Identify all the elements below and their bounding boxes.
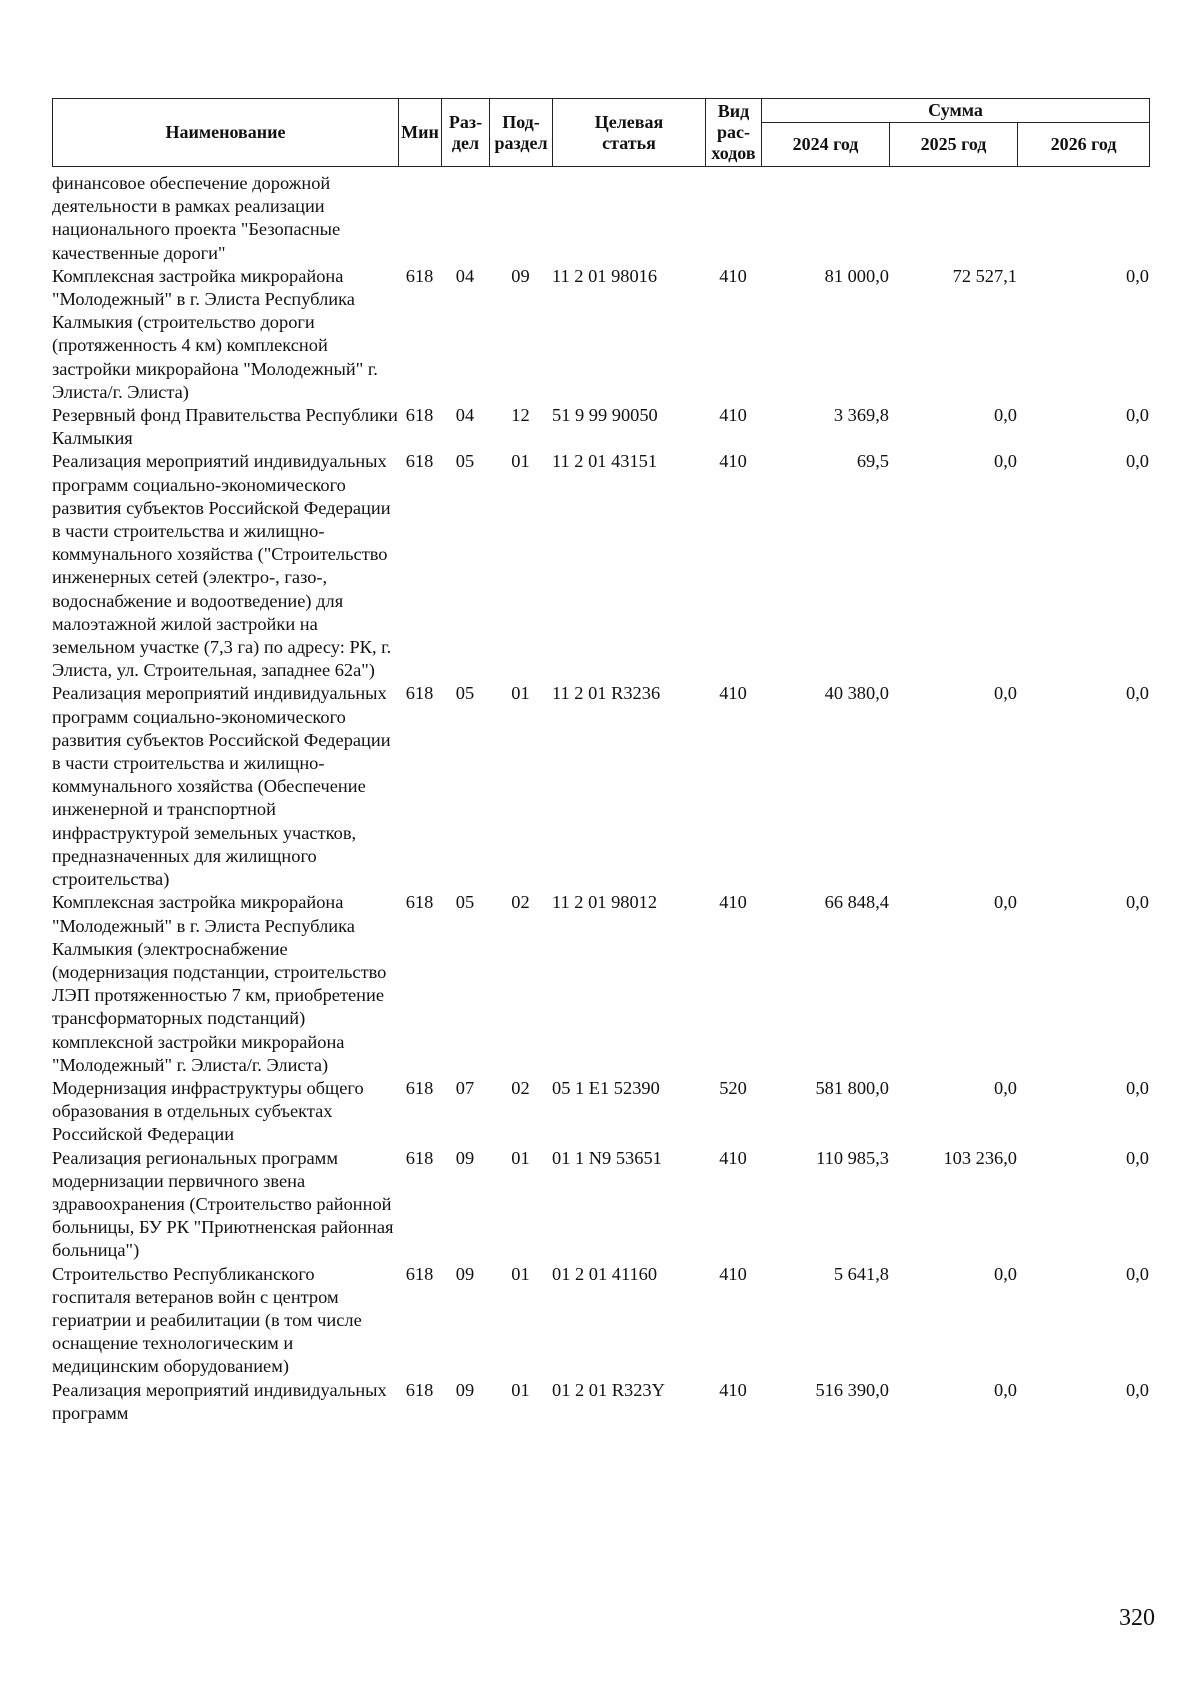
row-sum-2024: 110 985,3 <box>816 1147 889 1168</box>
header-target-line1: Целевая <box>594 111 664 132</box>
row-sum-2025: 0,0 <box>994 683 1017 704</box>
header-2025: 2025 год <box>890 123 1018 167</box>
row-min <box>398 172 441 265</box>
header-vid-line2: рас- <box>717 122 750 142</box>
row-sum-2025: 0,0 <box>994 1379 1017 1400</box>
row-sum-2024: 581 800,0 <box>815 1077 889 1098</box>
row-vid: 410 <box>719 265 747 286</box>
header-sum: Сумма <box>762 99 1150 123</box>
row-target: 11 2 01 43151 <box>552 451 658 472</box>
row-vid <box>705 172 761 265</box>
row-podrazdel: 01 <box>511 683 530 704</box>
header-razdel <box>442 99 490 167</box>
row-sum-2025: 0,0 <box>994 892 1017 913</box>
header-vid-line3: ходов <box>711 143 756 163</box>
row-vid: 410 <box>719 892 747 913</box>
header-2026: 2026 год <box>1018 123 1150 167</box>
header-vid <box>706 99 762 167</box>
header-name: Наименование <box>53 99 399 167</box>
row-target: 05 1 E1 52390 <box>552 1077 660 1098</box>
row-vid: 410 <box>719 1263 747 1284</box>
row-sum-2024: 69,5 <box>856 451 889 472</box>
row-sum-2024: 516 390,0 <box>815 1379 889 1400</box>
header-min: Мин <box>399 99 442 167</box>
row-sum-2025: 0,0 <box>994 1263 1017 1284</box>
row-sum-2025: 0,0 <box>994 1077 1017 1098</box>
page-number: 320 <box>1119 1605 1155 1631</box>
header-podrazdel <box>490 99 553 167</box>
header-target-line2: статья <box>602 132 656 153</box>
row-vid: 410 <box>719 1147 747 1168</box>
row-razdel: 09 <box>455 1379 475 1400</box>
row-sum-2025 <box>889 172 1017 265</box>
table-row <box>52 1077 1149 1147</box>
row-sum-2026: 0,0 <box>1126 265 1149 286</box>
header-target <box>553 99 706 167</box>
row-razdel: 05 <box>455 451 475 472</box>
row-sum-2024: 81 000,0 <box>824 265 889 286</box>
table-row <box>52 265 1149 404</box>
row-name: Реализация региональных программ модернизации первичного звена здравоохранения (Строительство районной больницы, БУ РК "Приютненская районная больница") <box>52 1147 394 1261</box>
table-row <box>52 172 1149 265</box>
row-sum-2024 <box>761 172 889 265</box>
row-razdel: 05 <box>455 892 475 913</box>
table-row <box>52 450 1149 682</box>
table-row <box>52 682 1149 891</box>
row-sum-2026: 0,0 <box>1126 892 1149 913</box>
row-sum-2024: 66 848,4 <box>824 892 889 913</box>
row-min: 618 <box>405 683 434 704</box>
row-sum-2026: 0,0 <box>1126 1263 1149 1284</box>
header-vid-line1: Вид <box>717 101 750 121</box>
row-podrazdel: 01 <box>511 1379 530 1400</box>
row-podrazdel: 09 <box>511 265 530 286</box>
row-target: 51 9 99 90050 <box>552 405 658 426</box>
row-sum-2024: 40 380,0 <box>824 683 889 704</box>
row-target <box>552 172 705 265</box>
table-row <box>52 891 1149 1077</box>
row-name: Модернизация инфраструктуры общего образования в отдельных субъектах Российской Федерации <box>52 1077 364 1145</box>
row-razdel: 04 <box>455 265 475 286</box>
row-sum-2024: 3 369,8 <box>833 405 889 426</box>
header-2024: 2024 год <box>762 123 890 167</box>
row-sum-2026: 0,0 <box>1126 1077 1149 1098</box>
row-min: 618 <box>405 1263 434 1284</box>
row-name: Комплексная застройка микрорайона "Молодежный" в г. Элиста Республика Калмыкия (электроснабжение (модернизация подстанции, строительство ЛЭП протяженностью 7 км, приобретение трансформаторных подстанций) комплексной застройки микрорайона "Молодежный" г. Элиста/г. Элиста) <box>52 892 387 1075</box>
row-vid: 410 <box>719 405 747 426</box>
row-razdel: 09 <box>455 1263 475 1284</box>
row-razdel: 04 <box>455 405 475 426</box>
row-vid: 410 <box>719 1379 747 1400</box>
row-name: Резервный фонд Правительства Республики Калмыкия <box>52 405 398 449</box>
table-row <box>52 1147 1149 1263</box>
row-name: Реализация мероприятий индивидуальных программ <box>52 1379 387 1423</box>
row-razdel <box>441 172 489 265</box>
row-razdel: 05 <box>455 683 475 704</box>
row-min: 618 <box>405 1077 434 1098</box>
row-name: Реализация мероприятий индивидуальных программ социально-экономического развития субъектов Российской Федерации в части строительства и жилищно-коммунального хозяйства (Обеспечение инженерной и транспортной инфраструктурой земельных участков, предназначенных для жилищного строительства) <box>52 683 391 890</box>
row-sum-2026 <box>1017 172 1149 265</box>
row-target: 11 2 01 98016 <box>552 265 658 286</box>
row-target: 11 2 01 98012 <box>552 892 658 913</box>
row-name: финансовое обеспечение дорожной деятельности в рамках реализации национального проекта "Безопасные качественные дороги" <box>52 173 341 263</box>
row-podrazdel <box>489 172 552 265</box>
table-row <box>52 1379 1149 1425</box>
row-podrazdel: 01 <box>511 1263 530 1284</box>
row-sum-2025: 0,0 <box>994 451 1017 472</box>
row-podrazdel: 12 <box>511 405 530 426</box>
row-vid: 410 <box>719 451 747 472</box>
row-min: 618 <box>405 405 434 426</box>
row-target: 11 2 01 R3236 <box>552 683 661 704</box>
header-podrazdel-line1: Под- <box>502 111 540 132</box>
row-razdel: 09 <box>455 1147 475 1168</box>
row-sum-2024: 5 641,8 <box>833 1263 889 1284</box>
row-name: Строительство Республиканского госпиталя ветеранов войн с центром гериатрии и реабилитации (в том числе оснащение технологическим и медицинским оборудованием) <box>52 1263 362 1377</box>
row-sum-2025: 103 236,0 <box>943 1147 1017 1168</box>
table-row <box>52 1263 1149 1379</box>
row-sum-2026: 0,0 <box>1126 1379 1149 1400</box>
row-name: Реализация мероприятий индивидуальных программ социально-экономического развития субъектов Российской Федерации в части строительства и жилищно-коммунального хозяйства ("Строительство инженерных сетей (электро-, газо-, водоснабжение и водоотведение) для малоэтажной жилой застройки на земельном участке (7,3 га) по адресу: РК, г. Элиста, ул. Строительная, западнее 62а") <box>52 451 392 681</box>
row-sum-2026: 0,0 <box>1126 451 1149 472</box>
budget-table <box>52 172 1149 1425</box>
row-target: 01 1 N9 53651 <box>552 1147 662 1168</box>
table-row <box>52 404 1149 450</box>
header-razdel-line2: дел <box>451 132 480 153</box>
header-podrazdel-line2: раздел <box>494 132 548 153</box>
row-razdel: 07 <box>455 1077 475 1098</box>
row-sum-2026: 0,0 <box>1126 405 1149 426</box>
row-min: 618 <box>405 451 434 472</box>
row-target: 01 2 01 41160 <box>552 1263 658 1284</box>
row-sum-2026: 0,0 <box>1126 683 1149 704</box>
row-sum-2026: 0,0 <box>1126 1147 1149 1168</box>
row-vid: 410 <box>719 683 747 704</box>
row-min: 618 <box>405 1379 434 1400</box>
row-podrazdel: 01 <box>511 1147 530 1168</box>
row-min: 618 <box>405 1147 434 1168</box>
row-podrazdel: 02 <box>511 1077 530 1098</box>
row-min: 618 <box>405 265 434 286</box>
header-razdel-line1: Раз- <box>448 111 483 132</box>
row-sum-2025: 72 527,1 <box>952 265 1017 286</box>
row-target: 01 2 01 R323Y <box>552 1379 665 1400</box>
row-vid: 520 <box>719 1077 747 1098</box>
row-name: Комплексная застройка микрорайона "Молодежный" в г. Элиста Республика Калмыкия (строительство дороги (протяженность 4 км) комплексной застройки микрорайона "Молодежный" г. Элиста/г. Элиста) <box>52 265 378 402</box>
row-podrazdel: 02 <box>511 892 530 913</box>
row-sum-2025: 0,0 <box>994 405 1017 426</box>
table-header <box>52 98 1150 167</box>
row-podrazdel: 01 <box>511 451 530 472</box>
row-min: 618 <box>405 892 434 913</box>
